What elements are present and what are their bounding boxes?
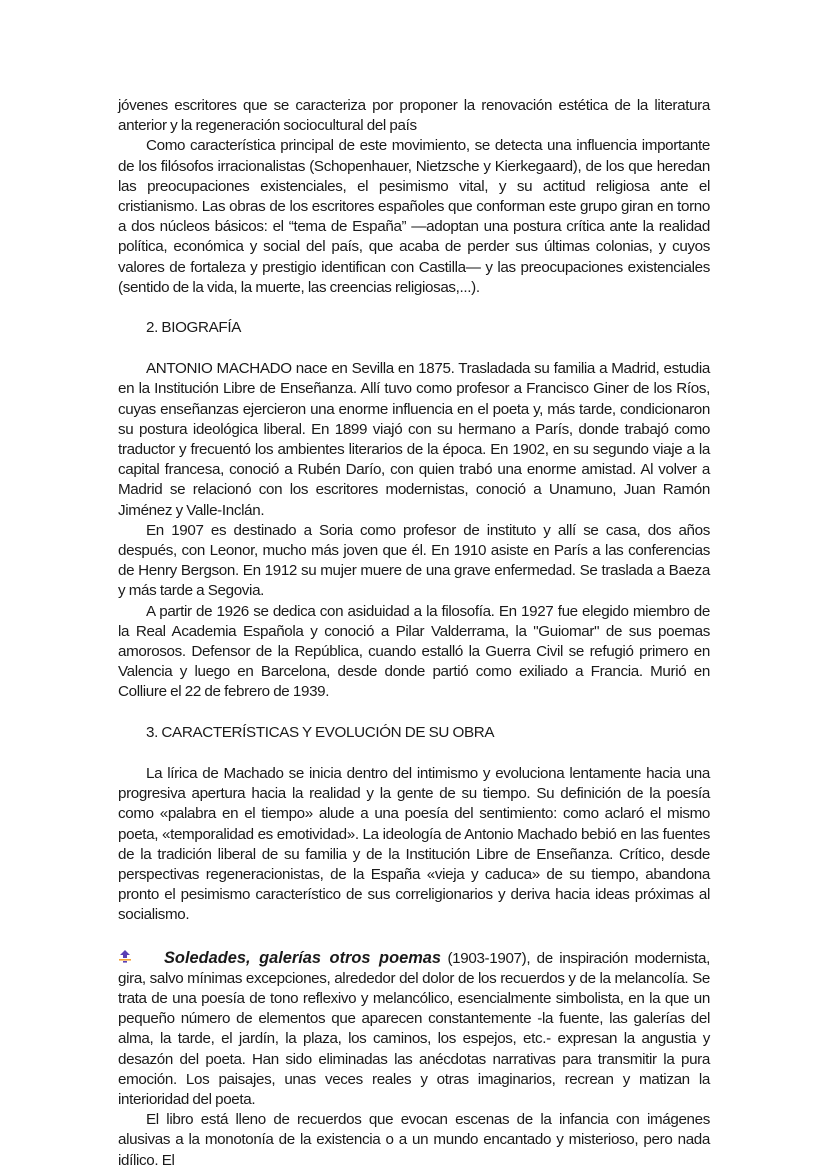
section-heading-biografia: 2. BIOGRAFÍA <box>146 319 241 337</box>
section-heading-obra: 3. CARACTERÍSTICAS Y EVOLUCIÓN DE SU OBRA <box>146 723 495 741</box>
biografia-paragraph-2: En 1907 es destinado a Soria como profesor de instituto y allí se casa, dos años después, con Leonor, mucho más joven que él. En 1910 asiste en París a las conferencias de Henry Bergson. En 1912 su mujer muere de una grave enfermedad. Se traslada a Baeza y más tarde a Segovia. <box>118 521 710 600</box>
obra-paragraph-1: La lírica de Machado se inicia dentro del intimismo y evoluciona lentamente hacia una progresiva apertura hacia la realidad y la gente de su tiempo. Su definición de la poesía como «palabra en el tiempo» alude a una poesía del sentimiento: como aclaró el mismo poeta, «temporalidad es emotividad». La ideología de Antonio Machado bebió en las fuentes de la tradición liberal de su familia y de la Institución Libre de Enseñanza. Crítico, desde perspectivas regeneracionistas, de la España «vieja y caduca» de su tiempo, abandona pronto el pesimismo característico de sus correligionarios y deriva hacia ideas próximas al socialismo. <box>118 764 710 924</box>
biografia-paragraph-1: ANTONIO MACHADO nace en Sevilla en 1875. Trasladada su familia a Madrid, estudia en la Institución Libre de Enseñanza. Allí tuvo como profesor a Francisco Giner de los Ríos, cuyas enseñanzas ejercieron una enorme influencia en el poeta y, más tarde, condicionaron su postura ideológica liberal. En 1899 viajó con su hermano a París, donde trabajó como traductor y frecuentó los ambientes literarios de la época. En 1902, en su segundo viaje a la capital francesa, conoció a Rubén Darío, con quien trabó una enorme amistad. Al volver a Madrid se relacionó con los escritores modernistas, conoció a Unamuno, Juan Ramón Jiménez y Valle-Inclán. <box>118 360 710 519</box>
document-page <box>118 96 710 1171</box>
bullet-arrow-icon <box>118 950 132 964</box>
biografia-paragraph-3: A partir de 1926 se dedica con asiduidad a la filosofía. En 1927 fue elegido miembro de la Real Academia Española y conoció a Pilar Valderrama, la "Guiomar" de sus poemas amorosos. Defensor de la República, cuando estalló la Guerra Civil se refugió primero en Valencia y luego en Barcelona, desde donde partió como exiliado a Francia. Murió en Colliure el 22 de febrero de 1939. <box>118 602 710 701</box>
soledades-text: (1903-1907), de inspiración modernista, gira, salvo mínimas excepciones, alrededor del dolor de los recuerdos y de la melancolía. Se trata de una poesía de tono reflexivo y melancólico, esencialmente simbolista, en la que un pequeño número de elementos que aparecen constantemente -la fuente, las galerías del alma, la tarde, el jardín, la plaza, los caminos, los espejos, etc.- expresan la angustia y desazón del poeta. Han sido eliminadas las anécdotas narrativas para transmitir la pura emoción. Los paisajes, unas veces reales y otras imaginarios, recrean y matizan la interioridad del poeta. <box>118 949 710 1108</box>
obra-paragraph-2: El libro está lleno de recuerdos que evocan escenas de la infancia con imágenes alusivas a la monotonía de la existencia o a un mundo encantado y misterioso, pero nada idílico. El <box>118 1111 710 1169</box>
work-title: Soledades, galerías otros poemas <box>164 948 442 967</box>
intro-paragraph-2: Como característica principal de este movimiento, se detecta una influencia importante de los filósofos irracionalistas (Schopenhauer, Nietzsche y Kierkegaard), de los que heredan las preocupaciones existenciales, el pesimismo vital, y su actitud religiosa ante el cristianismo. Las obras de los escritores españoles que conforman este grupo giran en torno a dos núcleos básicos: el “tema de España” —adoptan una postura crítica ante la realidad política, económica y social del país, que acaba de perder sus últimas colonias, y cuyos valores de fortaleza y prestigio identifican con Castilla— y las preocupaciones existenciales (sentido de la vida, la muerte, las creencias religiosas,...). <box>118 137 710 296</box>
intro-paragraph-1: jóvenes escritores que se caracteriza por proponer la renovación estética de la literatura anterior y la regeneración sociocultural del país <box>118 97 710 135</box>
soledades-paragraph <box>118 948 710 1111</box>
